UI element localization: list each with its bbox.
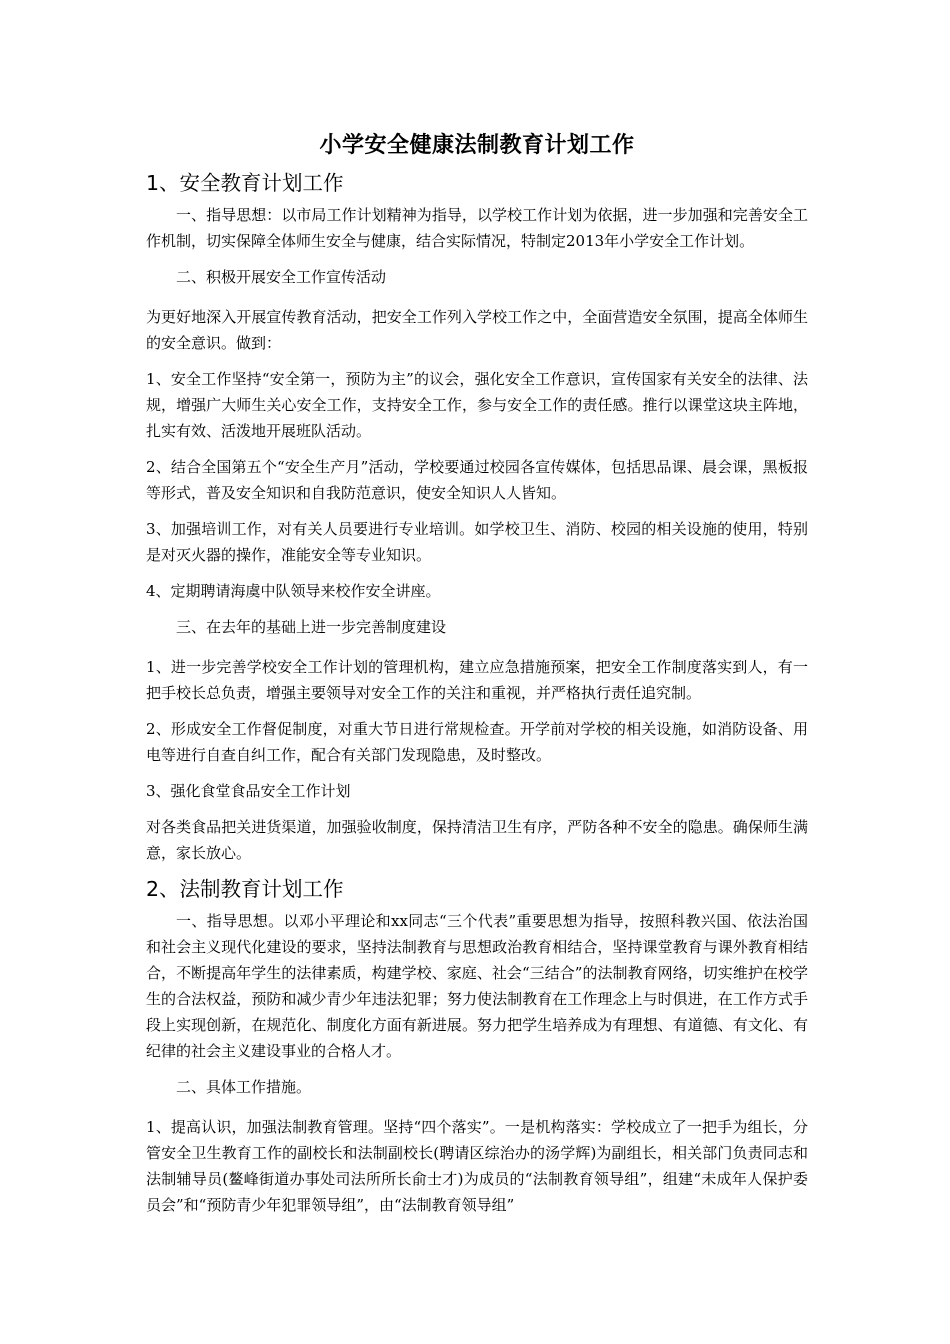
section-heading-legal: 2、法制教育计划工作 — [146, 877, 344, 901]
paragraph: 对各类食品把关进货渠道，加强验收制度，保持清洁卫生有序，严防各种不安全的隐患。确保师生满意，家长放心。 — [146, 818, 808, 862]
section-heading-safety: 1、安全教育计划工作 — [146, 171, 344, 195]
paragraph: 2、结合全国第五个“安全生产月”活动，学校要通过校园各宣传媒体，包括思品课、晨会课，黑板报等形式，普及安全知识和自我防范意识，使安全知识人人皆知。 — [146, 458, 808, 502]
paragraph: 3、强化食堂食品安全工作计划 — [146, 782, 351, 800]
document-title: 小学安全健康法制教育计划工作 — [319, 133, 635, 158]
paragraph: 1、提高认识，加强法制教育管理。坚持“四个落实”。一是机构落实：学校成立了一把手为组长，分管安全卫生教育工作的副校长和法制副校长(聘请区综治办的汤学辉)为副组长，相关部门负责同志和法制辅导员(鳌峰街道办事处司法所所长俞士才)为成员的“法制教育领导组”，组建“未成年人保护委员会”和“预防青少年犯罪领导组”，由“法制教育领导组” — [146, 1118, 808, 1214]
paragraph: 1、安全工作坚持“安全第一，预防为主”的议会，强化安全工作意识，宣传国家有关安全的法律、法规，增强广大师生关心安全工作，支持安全工作，参与安全工作的责任感。推行以课堂这块主阵地，扎实有效、活泼地开展班队活动。 — [146, 370, 808, 440]
paragraph: 一、指导思想。以邓小平理论和xx同志“三个代表”重要思想为指导，按照科教兴国、依法治国和社会主义现代化建设的要求，坚持法制教育与思想政治教育相结合，坚持课堂教育与课外教育相结合，不断提高年学生的法律素质，构建学校、家庭、社会“三结合”的法制教育网络，切实维护在校学生的合法权益，预防和减少青少年违法犯罪；努力使法制教育在工作理念上与时俱进，在工作方式手段上实现创新，在规范化、制度化方面有新进展。努力把学生培养成为有理想、有道德、有文化、有纪律的社会主义建设事业的合格人才。 — [146, 912, 808, 1060]
subheading: 二、积极开展安全工作宣传活动 — [176, 268, 387, 286]
document-body — [146, 130, 808, 1228]
paragraph: 4、定期聘请海虞中队领导来校作安全讲座。 — [146, 582, 441, 600]
subheading: 二、具体工作措施。 — [176, 1078, 312, 1096]
paragraph: 3、加强培训工作，对有关人员要进行专业培训。如学校卫生、消防、校园的相关设施的使用，特别是对灭火器的操作，准能安全等专业知识。 — [146, 520, 808, 564]
paragraph: 2、形成安全工作督促制度，对重大节日进行常规检查。开学前对学校的相关设施，如消防设备、用电等进行自查自纠工作，配合有关部门发现隐患，及时整改。 — [146, 720, 808, 764]
subheading: 三、在去年的基础上进一步完善制度建设 — [176, 618, 447, 636]
paragraph: 为更好地深入开展宣传教育活动，把安全工作列入学校工作之中，全面营造安全氛围，提高全体师生的安全意识。做到： — [146, 308, 808, 352]
paragraph: 1、进一步完善学校安全工作计划的管理机构，建立应急措施预案，把安全工作制度落实到人，有一把手校长总负责，增强主要领导对安全工作的关注和重视，并严格执行责任追究制。 — [146, 658, 808, 702]
paragraph: 一、指导思想：以市局工作计划精神为指导，以学校工作计划为依据，进一步加强和完善安全工作机制，切实保障全体师生安全与健康，结合实际情况，特制定2013年小学安全工作计划。 — [146, 206, 808, 250]
